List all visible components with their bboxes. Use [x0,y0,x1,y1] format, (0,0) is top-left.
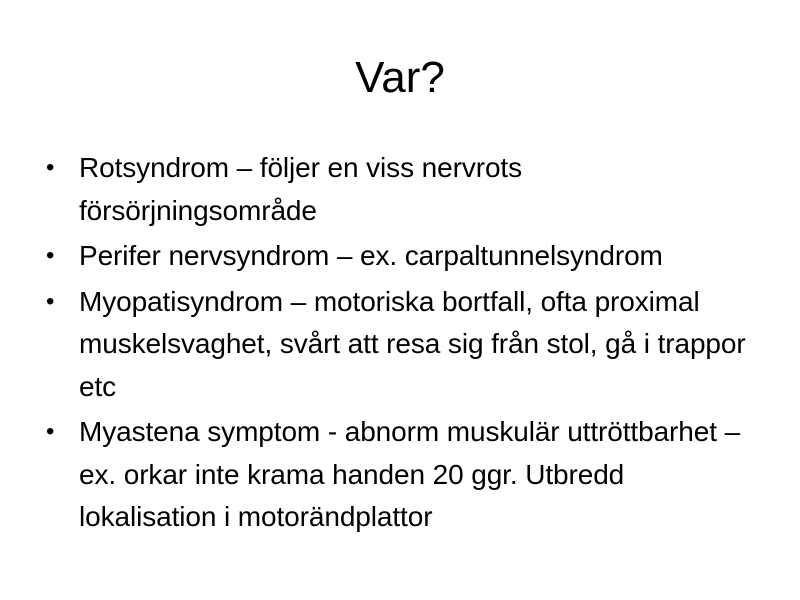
bullet-icon: • [46,242,55,269]
bullet-icon: • [46,418,55,445]
bullet-text: Myopatisyndrom – motoriska bortfall, ofta proximal muskelsvaghet, svårt att resa sig från stol, gå i trappor etc [79,285,746,402]
bullet-text: Perifer nervsyndrom – ex. carpaltunnelsyndrom [79,240,663,271]
bullet-item-perifer-nervsyndrom [46,235,766,278]
bullet-item-rotsyndrom [46,147,766,232]
bullet-item-myopatisyndrom [46,281,766,409]
bullet-text: Myastena symptom - abnorm muskulär uttröttbarhet – ex. orkar inte krama handen 20 ggr. Utbredd lokalisation i motorändplattor [79,416,741,532]
bullet-icon: • [46,154,55,181]
bullet-text: Rotsyndrom – följer en viss nervrots försörjningsområde [79,152,523,226]
bullet-list [46,147,766,542]
slide-title: Var? [355,53,445,102]
bullet-item-myastena-symptom [46,411,766,539]
bullet-icon: • [46,287,55,315]
